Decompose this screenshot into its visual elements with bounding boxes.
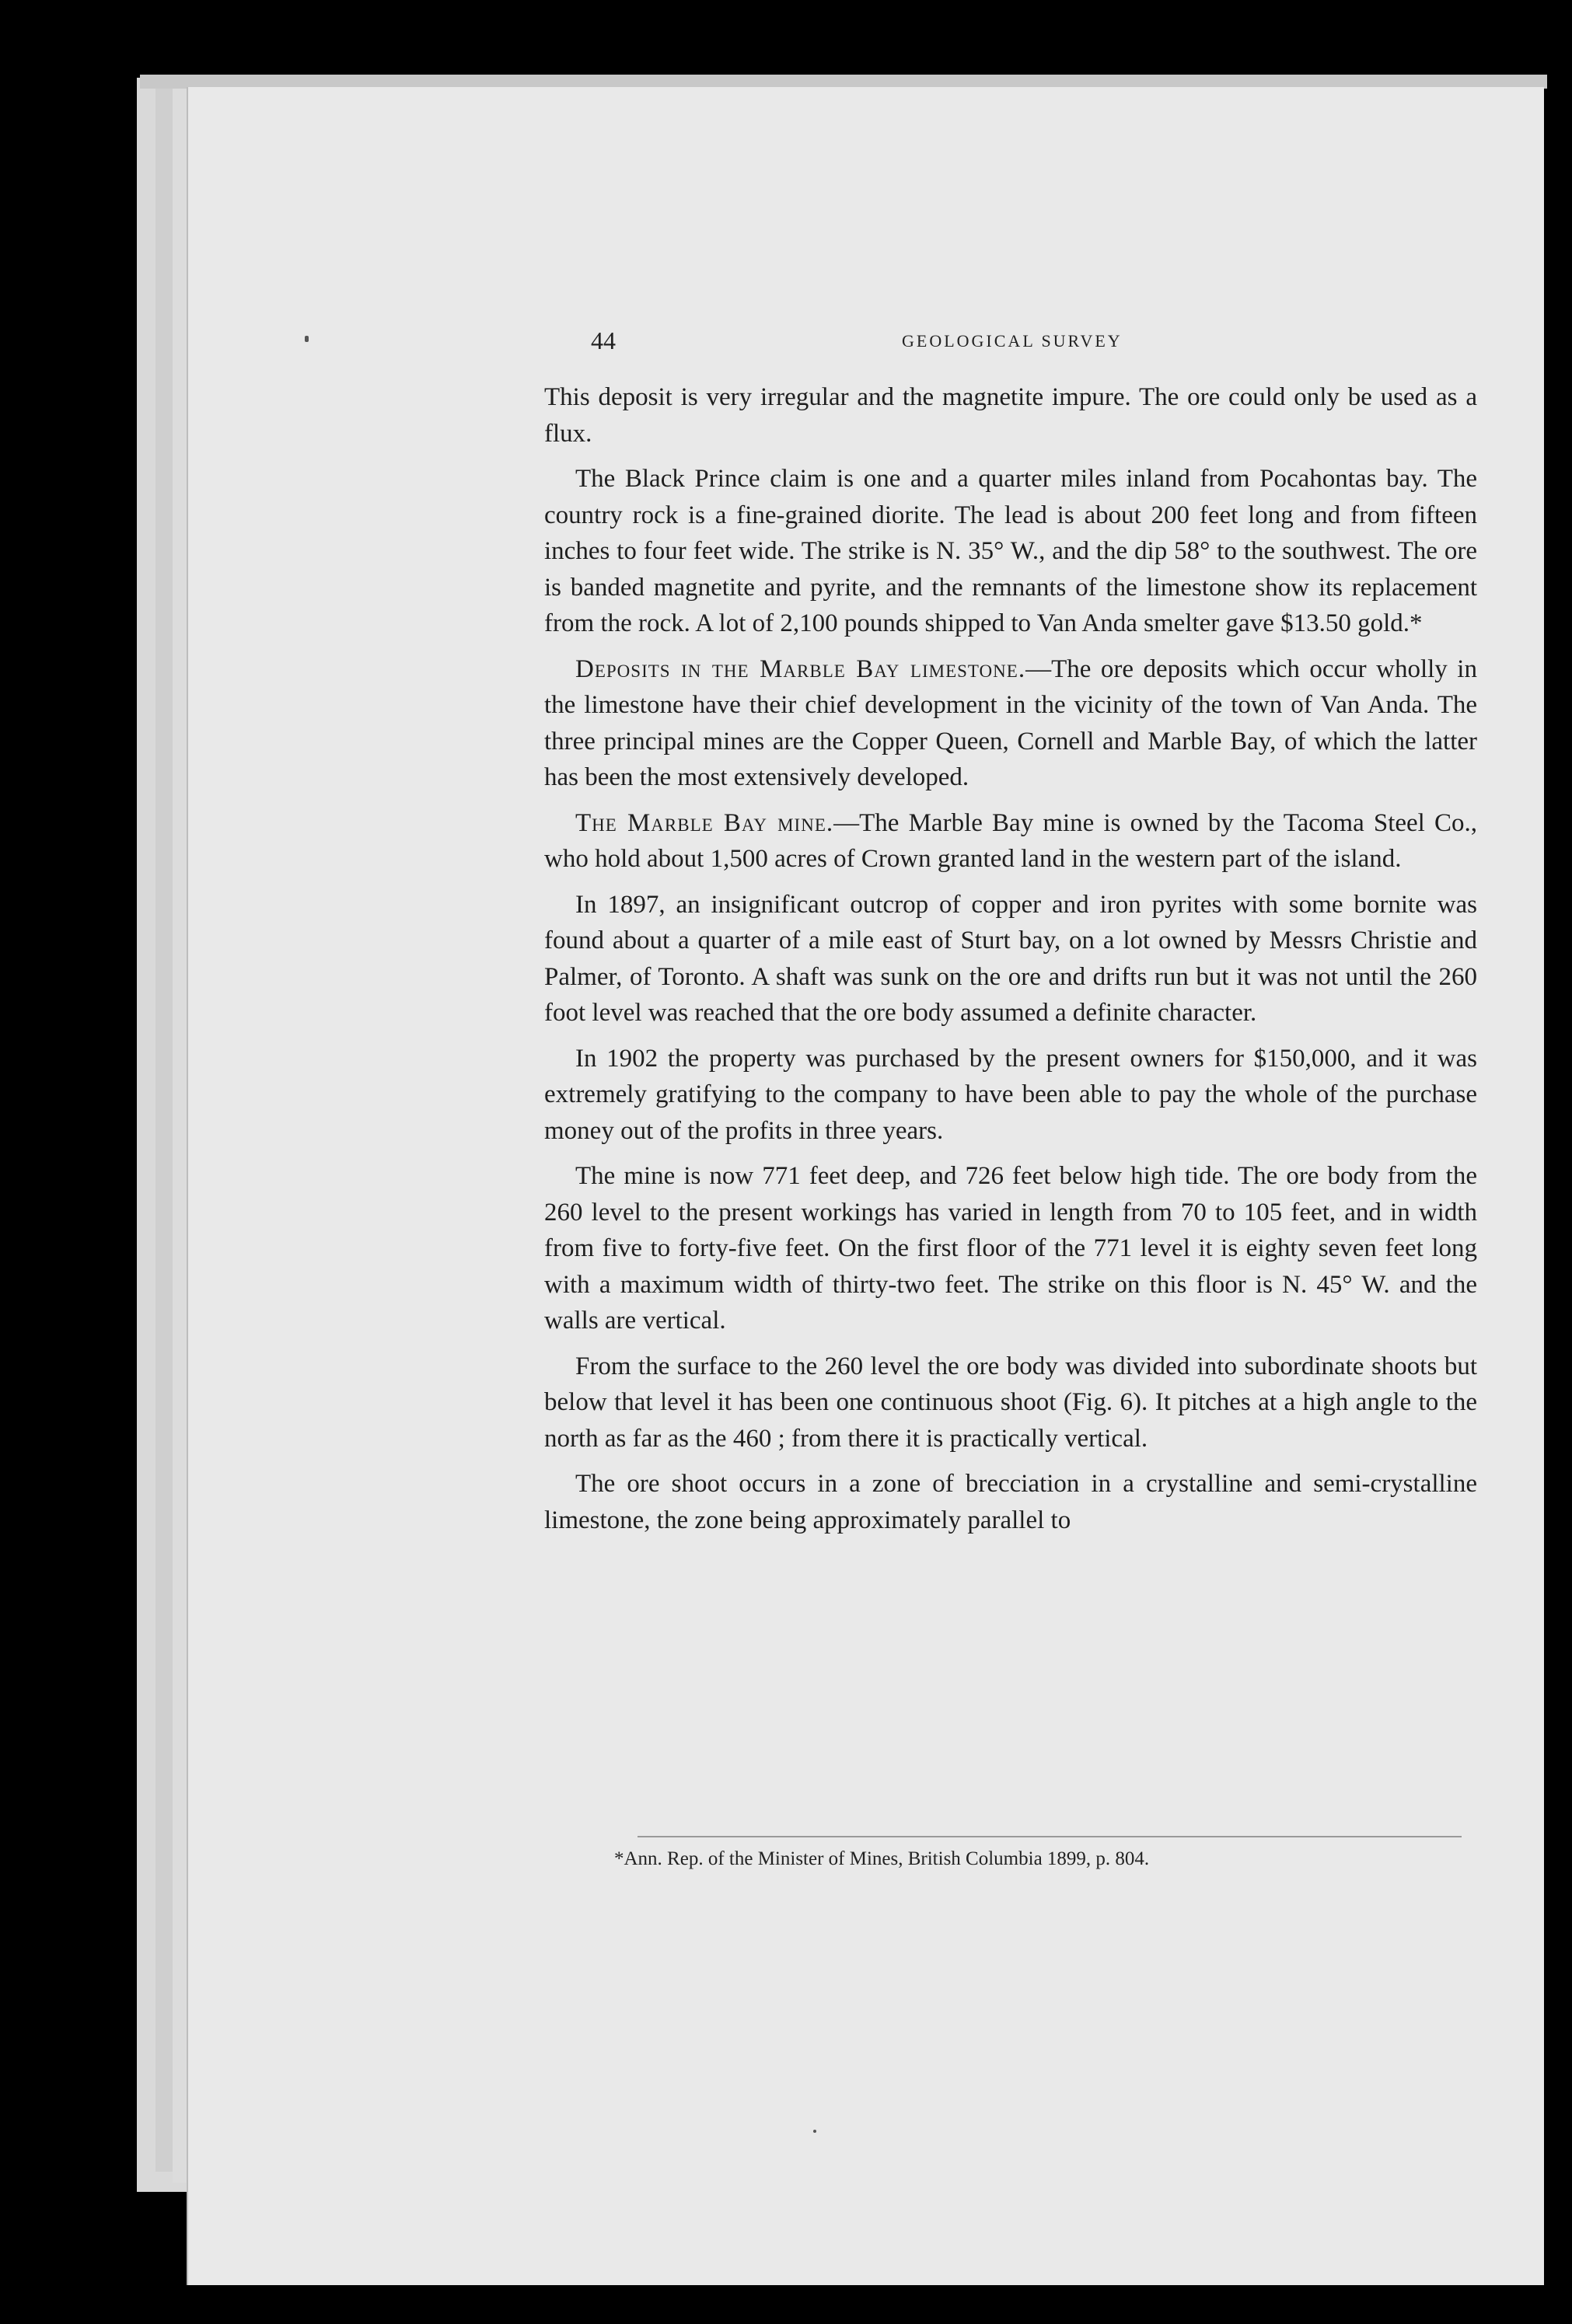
- paragraph: [544, 379, 1477, 452]
- paragraph: [544, 887, 1477, 1031]
- paragraph: [544, 651, 1477, 796]
- running-head: GEOLOGICAL SURVEY: [902, 331, 1123, 351]
- paragraph-text: The Black Prince claim is one and a quarter miles inland from Pocahontas bay. The country rock is a fine-grained diorite. The lead is about 200 feet long and from fifteen inches to four feet wide. The strike is N. 35° W., and the dip 58° to the southwest. The ore is banded magnetite and pyrite, and the remnants of the limestone show its replacement from the rock. A lot of 2,100 pounds shipped to Van Anda smelter gave $13.50 gold.*: [544, 465, 1477, 637]
- paragraph-text: —The ore deposits which occur wholly in the limestone have their chief development in the vicinity of the town of Van Anda. The three principal mines are the Copper Queen, Cornell and Marble Bay, of which the latter has been the most extensively developed.: [544, 654, 1477, 791]
- page-number: 44: [591, 326, 616, 354]
- section-heading: Deposits in the Marble Bay limestone.: [575, 654, 1026, 683]
- paragraph: [544, 1349, 1477, 1457]
- paragraph-text: This deposit is very irregular and the magnetite impure. The ore could only be used as a flux.: [544, 383, 1477, 448]
- scan-speck: [305, 336, 309, 342]
- paragraph-text: The ore shoot occurs in a zone of brecciation in a crystalline and semi-crystalline limestone, the zone being approximately parallel to: [544, 1470, 1477, 1534]
- paragraph-text: From the surface to the 260 level the ore body was divided into subordinate shoots but below that level it has been one continuous shoot (Fig. 6). It pitches at a high angle to the north as far as the 460 ; from there it is practically vertical.: [544, 1352, 1477, 1453]
- paragraph: [544, 1466, 1477, 1538]
- footnote: *Ann. Rep. of the Minister of Mines, British Columbia 1899, p. 804.: [614, 1848, 1150, 1869]
- page-header: [591, 326, 1469, 365]
- scan-speck: [813, 2130, 816, 2133]
- footnote-rule: [638, 1836, 1462, 1837]
- paragraph: [544, 805, 1477, 878]
- paragraph-text: —The Marble Bay mine is owned by the Tacoma Steel Co., who hold about 1,500 acres of Crown granted land in the western part of the island.: [544, 808, 1478, 873]
- paragraph: [544, 1041, 1477, 1150]
- paragraph-text: In 1897, an insignificant outcrop of copper and iron pyrites with some bornite was found about a quarter of a mile east of Sturt bay, on a lot owned by Messrs Christie and Palmer, of Toronto. A shaft was sunk on the ore and drifts run but it was not until the 260 foot level was reached that the ore body assumed a definite character.: [544, 890, 1477, 1027]
- paragraph: [544, 1158, 1477, 1339]
- body-text: [544, 379, 1477, 1548]
- paragraph-text: The mine is now 771 feet deep, and 726 feet below high tide. The ore body from the 260 level to the present workings has varied in length from 70 to 105 feet, and in width from five to forty-five feet. On the first floor of the 771 level it is eighty seven feet long with a maximum width of thirty-two feet. The strike on this floor is N. 45° W. and the walls are vertical.: [544, 1162, 1477, 1335]
- section-heading: The Marble Bay mine.: [575, 808, 834, 837]
- paragraph: [544, 461, 1477, 642]
- paragraph-text: In 1902 the property was purchased by the present owners for $150,000, and it was extremely gratifying to the company to have been able to pay the whole of the purchase money out of the profits in three years.: [544, 1044, 1477, 1145]
